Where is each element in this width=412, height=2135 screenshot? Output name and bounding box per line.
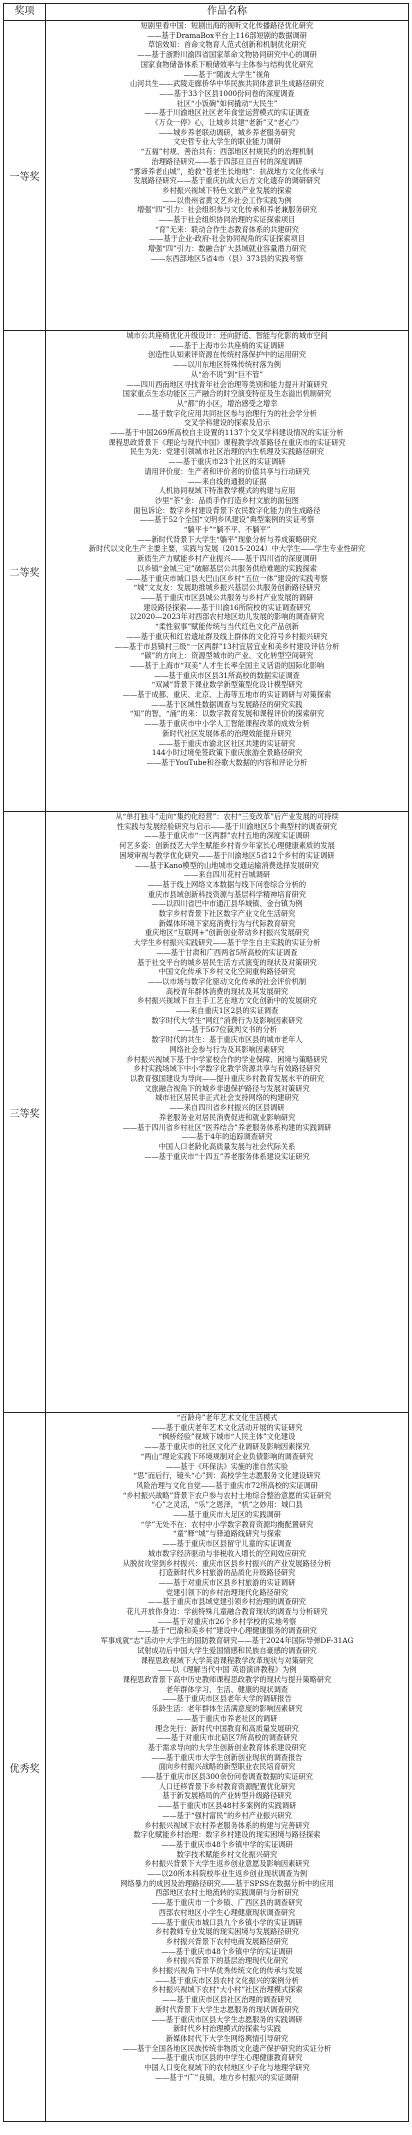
entry-title-line: ——以《理解当代中国 英语演讲教程》为例 [157, 1665, 297, 1675]
entry-title-line: 重庆市县域创新科技资源与基层科学精神培育研究 [147, 889, 307, 899]
entry-title-line: 面包诉论：数字乡村建设背景下农民数字化能力的生成路径 [133, 505, 321, 515]
entry-title-line: ——基于重庆市区县留守儿童的实证调查 [162, 1539, 292, 1549]
entry-title-line: “童”释“城”与驿道路线研究与探索 [172, 1529, 282, 1539]
entry-title-line: 新媒体环境下家庭消费行为与代际教育研究 [158, 918, 296, 928]
entry-title-line: ——基于《环保法》实施的准自然实验 [165, 1461, 289, 1471]
entry-title-line: 人机协同视域下特准教学模式的构建与应用 [158, 486, 296, 496]
entry-title-line: 网络暴力的成因及治理路径研究——基于SPSS在数据分析中的应用 [120, 1878, 334, 1888]
entry-title-line: 数字技术赋能乡村文化振兴研究 [176, 1849, 278, 1859]
entry-title-line: 花儿开放你身边：学前特殊儿童融合教育现状的调查与分析研究 [126, 1607, 328, 1617]
entry-title-line: ——基于重庆市区县城公共服务与乡村产业发展的调研 [140, 592, 314, 602]
entry-title-line: ——基于重庆市县域党建引领乡村治理的调查研究 [147, 1597, 307, 1607]
entry-title-line: 建设路径探索——基于川渝16所院校的实证调查研究 [143, 602, 311, 612]
entry-title-line: ——基于重庆市的社区文化产业调研及影响因素探究 [144, 1442, 310, 1452]
entry-title-line: 网络社会参与行为及其影响因素研究 [169, 1044, 285, 1054]
entry-title-line: “双减”背景下课业数学新型策型化设计模型研究 [151, 680, 303, 690]
entry-title-line: ——基于重庆市区县大学生志愿服务的实践调研 [151, 2014, 303, 2024]
entry-title-line: ——基于重庆市渝北区社区共建的实证研究 [158, 738, 296, 748]
entry-title-line: 请用评价度：生产者和评价者的价值共享与行动研究 [144, 466, 310, 476]
entry-title-line: ——基于重庆市“一区两群”农村五地的深度实证调研 [144, 831, 310, 841]
entry-title-line: 课程思政背景下《理论与现代中国》课程教学改革路径在重庆市的实证研究 [108, 437, 346, 447]
entry-title-line: 乡村振兴视域下农村养老服务体系的构建与完善研究 [144, 1820, 310, 1830]
entry-title-line: 以2020—2023年对西部农村地区幼儿发展的影响的调查研究 [129, 612, 325, 622]
entry-title-line: ——基于中国269所高校自主设置的1137个交叉学科建设情况的实证分析 [110, 428, 344, 438]
entry-title-line: 新时代背景下大学生志愿服务的现状调查研究 [155, 2004, 299, 2014]
entry-title-line: “育”无来：联动合作生态教育体系的共建研究 [155, 224, 299, 234]
entry-title-line: ——基于川渝地区社区老年食堂运营模式的实证调查 [144, 108, 310, 118]
entry-title-line: ——基于上海市公共座椅的实证调研 [169, 340, 285, 350]
entry-title-line: 乡村振兴视域下基于中学家校合作的学业保障、困境与策略研究 [126, 1054, 328, 1064]
entry-title-line: 乡村振兴背景下农村电商发展路径研究 [165, 1936, 289, 1946]
entry-title-line: 党建引领下的乡村治理现代化路径研究 [165, 1587, 289, 1597]
entry-title-line: “雾谛养老山城”，抢救“苍老生长地地”：抗战地方文化传承与 [129, 166, 325, 176]
entry-title-line: ——基于DramaBox平台上116部短剧的数据调研 [147, 30, 307, 40]
entry-title-line: 乐龄生活：老年群体生活满意度的影响因素研究 [151, 1704, 303, 1714]
entry-title-line: 144小时过境免签政策下重庆旅游全景路径研究 [151, 748, 303, 758]
entry-title-line: “枫桥经验”视域下城市“人民主体”文化建设 [158, 1432, 296, 1442]
entry-title-line: 数字时代的共生：基于重庆市区县的城市老年人 [151, 1035, 303, 1045]
entry-title-line: 性实践与发展经验研究与启示——基于川渝地区5个典型村的调查研究 [116, 821, 338, 831]
entry-title-line: “思”而后行，镜头“心”到：高校学生志愿服务文化建设研究 [133, 1471, 321, 1481]
entry-title-line: ——基于Kano模型的山地城市交通运输消费选择发展研究 [135, 860, 319, 870]
entry-title-line: 重庆地区“互联网+”创新创业带动乡村振兴发展研究 [144, 928, 310, 938]
entry-title-line: ——基于对重庆市26个乡村学校的实地考察 [157, 1616, 297, 1626]
entry-title-line: 基于社交平台的城乡居民生活方式演变的现状及对策研究 [137, 957, 317, 967]
entry-title-line: ——以20所本科院校毕业生返乡创业现状调查为例 [146, 1869, 308, 1879]
entry-title-line: 从脱贫攻坚到乡村振兴：重庆市区县乡村振兴的产业发展路径分析 [122, 1558, 332, 1568]
entry-title-line: “躺平卡”“躺不平、不躺平” [183, 525, 271, 535]
entry-title-line: ——基于重庆市区县社区治理的调查研究 [162, 1995, 292, 2005]
entry-title-line: “心”之灵活，“乐”之恩泽，“机”之妙用：城口县 [151, 1500, 303, 1510]
entry-title-line: ——基于重庆市城口县大巴山区乡村“五位一体”建设的实践考察 [126, 573, 328, 583]
entry-title-line: 面向乡村振兴战略的新型职业农民培育研究 [158, 1762, 296, 1772]
entry-title-line: ——基于重庆市区县的中学生心理健康教育研究 [151, 2053, 303, 2063]
entry-title-line: 中国人口变化视域下的农村地区少子化与地理学研究 [144, 2063, 310, 2073]
entry-title-line: 课程思政背景下高中历史教师课程思政教学的现状与提升策略研究 [122, 1674, 332, 1684]
entry-title-line: 文旅融合视角下的城乡非遗保护路径与发展对策研究 [144, 1083, 310, 1093]
entry-title-line: ——基于重庆和红岩遗址群及线上群体的文化符号乡村振兴研究 [126, 631, 328, 641]
entry-title-line: 基于需求导向的大学生创新创业教育体系建设研究 [147, 1742, 307, 1752]
entry-title-line: ——基于社会组织协同治理的实证探索项目 [158, 215, 296, 225]
entry-title-line: ——基于重庆市养老社区的调研 [176, 1713, 278, 1723]
entry-title-line: ——基于重庆市48个乡镇中学的实证调研 [161, 1839, 293, 1849]
entry-title-line: ——基于重庆市48个乡镇中学的实证调研 [161, 1946, 293, 1956]
entry-title-line: ——基于重庆市23个社区的实证调研 [168, 457, 286, 467]
award-level: 优秀奖 [4, 1413, 46, 2121]
entry-title-line: ——基于对重庆市北碚区7所高校的调查研究 [156, 1733, 298, 1743]
entry-title-line: ——来自四川省乡村振兴的区县调研 [169, 1103, 285, 1113]
entry-title-line: 新时代乡村治理模式的探索与实践 [173, 2024, 281, 2034]
entry-title-line: ——以四川省巴中市通江县华城镇、金台镇为例 [151, 899, 303, 909]
entry-title-line: 西部地区农村土地流转的实践调研与分析研究 [155, 1888, 299, 1898]
entry-title-line: 创造性认知素评资源在传统村落保护中的运用研究 [147, 350, 307, 360]
entry-title-line: 数字时代大学生“网红”消费行为及影响因素研究 [151, 1015, 303, 1025]
entry-title-line: “柔性叙事”赋能传统与当代红色文化产品创新 [155, 622, 299, 632]
entry-title-line: ——基于重庆市区县31所高校的数据实证调查 [154, 670, 300, 680]
entry-title-line: 新媒体时代下大学生网络舆情引导研究 [165, 2034, 289, 2043]
entry-title-line: 乡村振兴视域下自主手工艺在地方文化创新中的发展研究 [137, 996, 317, 1006]
entry-title-line: 新质生产力赋能乡村产业振兴——基于四川省的深度调研 [137, 554, 317, 564]
entry-title-line: 数字乡村背景下社区数字产业文化生活研究 [158, 909, 296, 919]
award-level: 二等奖 [4, 331, 46, 811]
entry-title-line: ——以贵州省黄文艺乡社会工作实践为例 [162, 195, 292, 205]
entry-title-line: 乡村教师专业发展的现实困境与发展路径研究 [155, 1927, 299, 1937]
entry-title-line: ——基于重庆市中小学人工智能课程改革的成效分析 [144, 719, 310, 729]
entry-title-line: ——城乡养老联动调研，城乡养老服务研究 [158, 127, 296, 137]
awards-table [3, 3, 409, 2122]
entry-title-line: ——基于4年的追踪调查研究 [181, 1132, 273, 1142]
entry-title-line: ——基于重庆市区县农村文化振兴的案例分析 [155, 1975, 299, 1985]
entry-title-line: 乡村实践场域下中小学数字化教学资源共享与有效路径研究 [133, 1064, 321, 1074]
entry-title-line: 从“单打独斗”走向“集约化经营”：农村“三变改革”后产业发展的可持续 [115, 812, 339, 821]
entry-title-line: ——基于“随波大学生”视角 [183, 69, 271, 79]
entry-title-line: ——基于重庆市一个乡镇、广西区县的调查研究 [151, 1898, 303, 1908]
entry-title-line: ——基于对重庆市区县乡村旅游的实证调研 [158, 1577, 296, 1587]
entry-title-line: 乡村振兴背景下的基层治理现代化研究 [165, 1956, 289, 1966]
entry-title-line: 中国人口老龄化高质量发展与社会代际关系 [158, 1141, 296, 1151]
entry-title-line: 社区“小饭碗”如何撬动“大民生” [176, 98, 278, 108]
entry-title-line: 高校青年群体消费的现状及其发展研究 [165, 986, 289, 996]
entry-title-line: ——基于成都、重庆、北京、上海等五地市的实证调研与对策探索 [122, 690, 332, 700]
entry-title-line: 从“都”的小区，增治感受之增幸 [176, 398, 278, 408]
entry-title-line: ——东西部地区5省4市（县）373县的实践考察 [150, 253, 304, 263]
entry-title-line: ——基于重庆市大足区的实践调研 [173, 1510, 281, 1520]
entry-title-line: 老年群体学习、生活、健康的现状调查 [165, 1684, 289, 1694]
entry-title-line: ——基于重庆市城口县九个乡镇小学的实证调研 [151, 1917, 303, 1927]
entry-title-line: 新时代以文化生产主要主要，实践与发展（2015-2024）中大学生——学生专业性研究 [88, 544, 366, 554]
entry-title-line: ——基于上海市“双美”人才生长率全国主义话语的国际化影响 [129, 660, 325, 670]
header-title: 作品名称 [207, 6, 247, 17]
entry-title-line: “百龄舟”老年艺术文化生活模式 [176, 1413, 278, 1422]
entry-title-line: ——基于“广”良镇，地方乡村振兴的实证调研 [155, 2072, 299, 2082]
entry-title-line: 数字化赋能乡村治理：数字乡村建设的现实困境与路径探索 [133, 1830, 321, 1840]
entry-title-line: “五福”村规、善治共有：西部地区村规民约的治理机制 [140, 147, 314, 157]
entry-title-line: 打造新时代乡村旅游的品质化升级路径研究 [158, 1568, 296, 1578]
entry-title-line: 交叉学科建设的探索及启示 [183, 418, 271, 428]
entry-title-line: 军事成就“志”活动中大学生的国防教育研究——基于2024年国际导弹DF-31AG [100, 1636, 354, 1646]
entry-title-line: 乡村振兴视域下特色文旅产业发展的探索 [162, 185, 292, 195]
entry-title-line: 治理路径研究——基于四部亘亘百村的深度调研 [151, 156, 303, 166]
entry-title-line: ——基于全国各地区民族传统非物质文化遗产保护研究的实证分析 [122, 2043, 332, 2053]
entry-title-line: 课程思政视域下大学英语课程教学改革现状与对策研究 [140, 1655, 314, 1665]
entry-title-line: 乡村振兴视域下农村“大小村”社区治理模式探索 [151, 1985, 303, 1995]
entry-title-line: ——基于YouTube和谷歌大数据的内容和评论分析 [146, 757, 308, 767]
entry-title-line: 人口迁移背景下乡村教育资源配置优化研究 [158, 1781, 296, 1791]
award-groups [4, 21, 408, 2121]
entry-title-line: ——来自四川花村百城调研 [183, 870, 271, 880]
entry-title-line: ——基于33个区县1000份问卷的深度调查 [159, 88, 295, 98]
entry-list [46, 21, 408, 330]
entry-title-line: “学”无处不在：农村中小学数字教育资源均衡配置研究 [140, 1519, 314, 1529]
entry-title-line: 基于新发展格局的产业转型升级路径研究 [162, 1791, 292, 1801]
entry-title-line: ——基于数字化应用共同社区参与治理行为的社会学分析 [137, 408, 317, 418]
entry-title-line: “城”文友友：发展助推城乡振兴基层公共服务创新路径研究 [133, 583, 321, 593]
entry-title-line: ——基于“强村富民”的乡村产业振兴研究 [162, 1810, 292, 1820]
entry-title-line: ——以市场与数字化驱动文化传承的社会评价机制 [147, 976, 307, 986]
entry-title-line: 发展路径研究——基于重庆抗战大后方文化遗存的调研研究 [133, 176, 321, 186]
entry-title-line: 城市社区居民非正式社会支持网络的构建研究 [155, 1093, 299, 1103]
entry-title-line: 以教育强国建设为导向——提升重庆乡村教育发展水平的研究 [129, 1073, 325, 1083]
entry-title-line: ——以川东地区特殊传统村落为例 [173, 360, 281, 370]
entry-list [46, 1413, 408, 2121]
entry-title-line: ——基于区域性数据调查与发展路径的研究实践 [151, 699, 303, 709]
entry-title-line: 新时代社区发展体系的治理效能提升研究 [162, 728, 292, 738]
entry-title-line: 增强“四”引力：数融合扩大县域就业容量潜力研究 [147, 244, 307, 254]
entry-title-line: 城市数字经济驱动与非税收入增长的空间效应研究 [147, 1548, 307, 1558]
entry-title-line: 困境审视与教学优化研究——基于川渝地区5省12个乡村的实证调研 [119, 850, 335, 860]
entry-title-line: 从“治不说”到“巨不管” [190, 369, 264, 379]
entry-title-line: 乡村振兴视角下中华优秀传统文化的传承与发展 [151, 1966, 303, 1976]
entry-title-line: 以乡镇“金城三定”破解基层公共服务供给难题的实践探索 [137, 563, 317, 573]
entry-list [46, 331, 408, 811]
entry-list [46, 812, 408, 1412]
entry-title-line: 国家食物储备体系下粮储效率与主体参与结构优化研究 [140, 59, 314, 69]
entry-title-line: 养老服务业对居民消费促进和就业影响研究 [158, 1112, 296, 1122]
entry-title-line: 城市公共座椅优化升级设计：还向舒适、智能与化影的城市空间 [126, 331, 328, 340]
entry-title-line: 西部农村地区小学生心理健康现状调查研究 [158, 1907, 296, 1917]
entry-title-line: ——新时代背景下大学生“躺平”现象分析与养成策略研究 [137, 534, 317, 544]
entry-title-line: “知”的智，“涌”的来：以数字教育发展和课程评价的探索研究 [129, 709, 325, 719]
entry-title-line: ——基于企业-政府-社会协同视角的实证探索项目 [149, 234, 305, 244]
entry-title-line: ——基于市县镇村三级“一区两群”13村宜居宜业和美乡村建设评估分析 [114, 641, 340, 651]
entry-title-line: 大学生乡村振兴实践研究——基于学生自主实践的实证分析 [133, 938, 321, 948]
entry-title-line: 民生为先：党建引领城市社区治理的内生机理及实践路径研究 [129, 447, 325, 457]
entry-title-line: 沙里“茶”金：品质手作打造乡村文旅的面包图 [155, 495, 299, 505]
entry-title-line: 山河共生——武陵走廊侨华中华民族共同体意识生成路径研究 [129, 79, 325, 89]
entry-title-line: ——四川西南地区寻找青年社会治理等类别和能力提升对策研究 [126, 379, 328, 389]
entry-title-line: ——基于浙黔川渝四省国家革命文物协同研究中心的调研 [137, 50, 317, 60]
entry-title-line: ——基于重庆市区县48村多案例的实践调研 [157, 1801, 297, 1811]
entry-title-line: 试射成功后中国大学生爱国情感和民族自豪感的调查研究 [137, 1645, 317, 1655]
entry-title-line: ——基于重庆市大学生创新创业现状的调查报告 [151, 1752, 303, 1762]
award-group [4, 812, 408, 1413]
entry-title-line: ——基于重庆老年艺术文化活动开展的实证研究 [151, 1422, 303, 1432]
entry-title-line: ——基于567位裁判文书的分析 [177, 1025, 277, 1035]
entry-title-line: 理念先行：新时代中国教育和高质量发展研究 [155, 1723, 299, 1733]
award-group [4, 21, 408, 331]
entry-title-line: 国家重点生态功能区三产融合的时空演变特征及生态溢出机制研究 [122, 389, 332, 399]
header-award: 奖项 [4, 4, 46, 20]
entry-title-line: 乡村振兴背景下大学生返乡创业意愿及影响因素研究 [144, 1859, 310, 1869]
entry-title-line: “碳”的方向上：资源型城市的产业、文化转型空间研究 [140, 651, 314, 661]
entry-title-line: 何艺多姿：创新技艺大学生赋能乡村青少年家长心理健康素质的发展 [119, 841, 335, 851]
table-header [4, 4, 408, 21]
entry-title-line: 草馆效知：首命文物育人范式创新和机制优化研究 [147, 40, 307, 50]
entry-title-line: ——基于重庆市“十四五”养老服务体系建设实证研究 [144, 1151, 310, 1161]
entry-title-line: ——来自线的通报的证据 [187, 476, 267, 486]
entry-title-line: 《万众一停》心，让城乡共建“老新”又“老心”》 [151, 118, 303, 128]
entry-title-line: ——基于“巴渝和美乡村”建设中心理健康服务的调查研究 [137, 1626, 317, 1636]
entry-title-line: ——基于重庆市区县300余份问卷调查数据的实证研究 [141, 1772, 313, 1782]
entry-title-line: 增强“四”引力：社会组织参与文化传承和养老兼服务研究 [137, 205, 317, 215]
award-level: 三等奖 [4, 812, 46, 1412]
entry-title-line: 文史哲专业大学生的职业能力调研 [173, 137, 281, 147]
entry-title-line: ——基于线上网络文本数据与线下问卷综合分析的 [147, 879, 307, 889]
entry-title-line: ——来自重庆1区2县的实证调查 [175, 1006, 279, 1016]
entry-title-line: ——基于重庆市区县老年大学的调研报告 [162, 1694, 292, 1704]
award-level: 一等奖 [4, 21, 46, 330]
entry-title-line: 短剧里看中国：短剧出海的视听文化传播路径优化研究 [140, 21, 314, 30]
entry-title-line: 中国文化传承下乡村文化空间重构路径研究 [158, 967, 296, 977]
award-group [4, 331, 408, 812]
entry-title-line: “乡村振兴战略”背景下农户参与农村土地综合整治意愿的实证研究 [122, 1490, 332, 1500]
entry-title-line: 风险治理与文化自觉——基于重庆市72所高校的实证调研 [136, 1480, 318, 1490]
entry-title-line: “两山”理论实践下环境规制对企业负债影响的调查研究 [140, 1451, 314, 1461]
award-group [4, 1413, 408, 2121]
entry-title-line: ——基于52个全国“文明乡风建设”典型案例的实证考察 [139, 515, 315, 525]
entry-title-line: ——基于四川省乡村社区“医养结合”养老服务体系构建的实践调研 [122, 1122, 332, 1132]
entry-title-line: ——基于甘肃和广西两省5所高校的实证调查 [156, 947, 298, 957]
